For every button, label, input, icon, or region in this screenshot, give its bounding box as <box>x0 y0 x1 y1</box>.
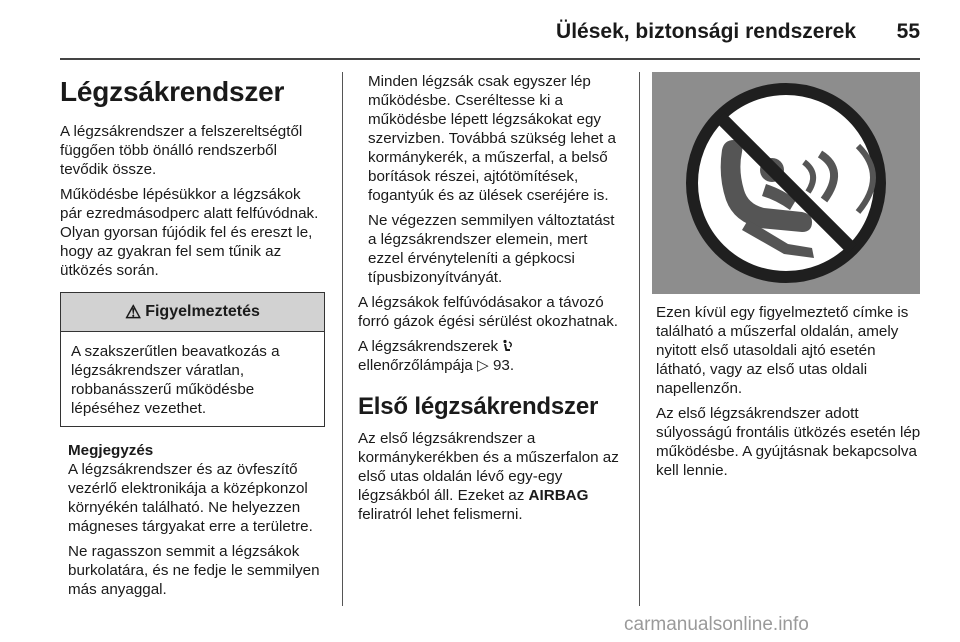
warning-body <box>61 332 324 426</box>
warning-triangle-icon: ⚠ <box>125 301 142 322</box>
note-title: Megjegyzés <box>68 442 154 459</box>
no-child-seat-icon <box>652 72 920 294</box>
paragraph <box>358 337 623 375</box>
column-middle <box>358 72 623 530</box>
paragraph: Ne végezzen semmilyen változtatást a légzsákrendszer elemein, mert ezzel érvényteleníti a gépkocsi típusbizonyítványát. <box>368 212 615 286</box>
paragraph-text: Az első légzsákrendszer a kormánykerékben és a műszerfalon az első utas oldalán lévő egy-egy légzsákból áll. Ezeket az <box>358 430 619 504</box>
section-heading: Első légzsákrendszer <box>358 393 599 420</box>
paragraph: Az első légzsákrendszer adott súlyosságú frontális ütközés esetén lép működésbe. A gyújtásnak bekapcsolva kell lennie. <box>656 405 921 479</box>
page-number: 55 <box>896 20 920 43</box>
column-left <box>60 72 325 605</box>
warning-title: Figyelmeztetés <box>145 303 260 320</box>
column-right <box>656 303 924 486</box>
airbag-icon <box>502 339 514 353</box>
paragraph: Minden légzsák csak egyszer lép működésbe. Cseréltesse ki a működésbe lépett légzsákokat egy szervizben. Továbbá szükség lehet a kormánykerék, a műszerfal, a belső borítások részei, ajtótömítések, fogantyúk és az ülések cseréjére is. <box>368 73 616 204</box>
column-divider <box>639 72 640 606</box>
paragraph: Működésbe lépésükkor a légzsákok pár ezredmásodperc alatt felfúvódnak. Olyan gyorsan fújódik fel és ereszt le, hogy az gyakran fel sem tűnik az ütközés során. <box>60 186 319 279</box>
reference-arrow-icon: ▷ <box>477 357 489 374</box>
paragraph: A légzsákrendszer a felszereltségtől függően több önálló rendszerből tevődik össze. <box>60 123 303 178</box>
header-title: Ülések, biztonsági rendszerek <box>556 20 856 43</box>
paragraph: A légzsákrendszer és az övfeszítő vezérlő elektronikája a középkonzol környékén található. Ne helyezzen mágneses tárgyakat erre a területre. <box>68 461 313 535</box>
reference-page: 93. <box>492 357 515 374</box>
column-divider <box>342 72 343 606</box>
paragraph-text: A légzsákrendszerek <box>358 338 499 355</box>
note-continuation <box>358 72 623 287</box>
reference-label: ellenőrzőlámpája <box>358 357 473 374</box>
watermark: carmanualsonline.info <box>624 614 809 635</box>
warning-text: A szakszerűtlen beavatkozás a légzsákrendszer váratlan, robbanásszerű működésbe lépéséhez vezethet. <box>71 343 280 417</box>
header-rule <box>60 58 920 60</box>
paragraph: A légzsákok felfúvódásakor a távozó forró gázok égési sérülést okozhatnak. <box>358 294 619 330</box>
paragraph <box>358 429 623 524</box>
warning-header <box>61 293 324 332</box>
paragraph: Ne ragasszon semmit a légzsákok burkolatára, és ne fedje le semmilyen más anyaggal. <box>68 543 320 598</box>
note-block <box>60 441 325 599</box>
section-heading: Légzsákrendszer <box>60 76 285 107</box>
page-header <box>60 0 920 60</box>
paragraph: Ezen kívül egy figyelmeztető címke is található a műszerfal oldalán, amely nyitott első utasoldali ajtó esetén látható, vagy az első utas oldali napellenzőn. <box>656 304 909 397</box>
paragraph-text: feliratról lehet felismerni. <box>358 506 523 523</box>
warning-box <box>60 292 325 427</box>
prohibition-figure <box>652 72 920 294</box>
airbag-label: AIRBAG <box>528 487 589 504</box>
